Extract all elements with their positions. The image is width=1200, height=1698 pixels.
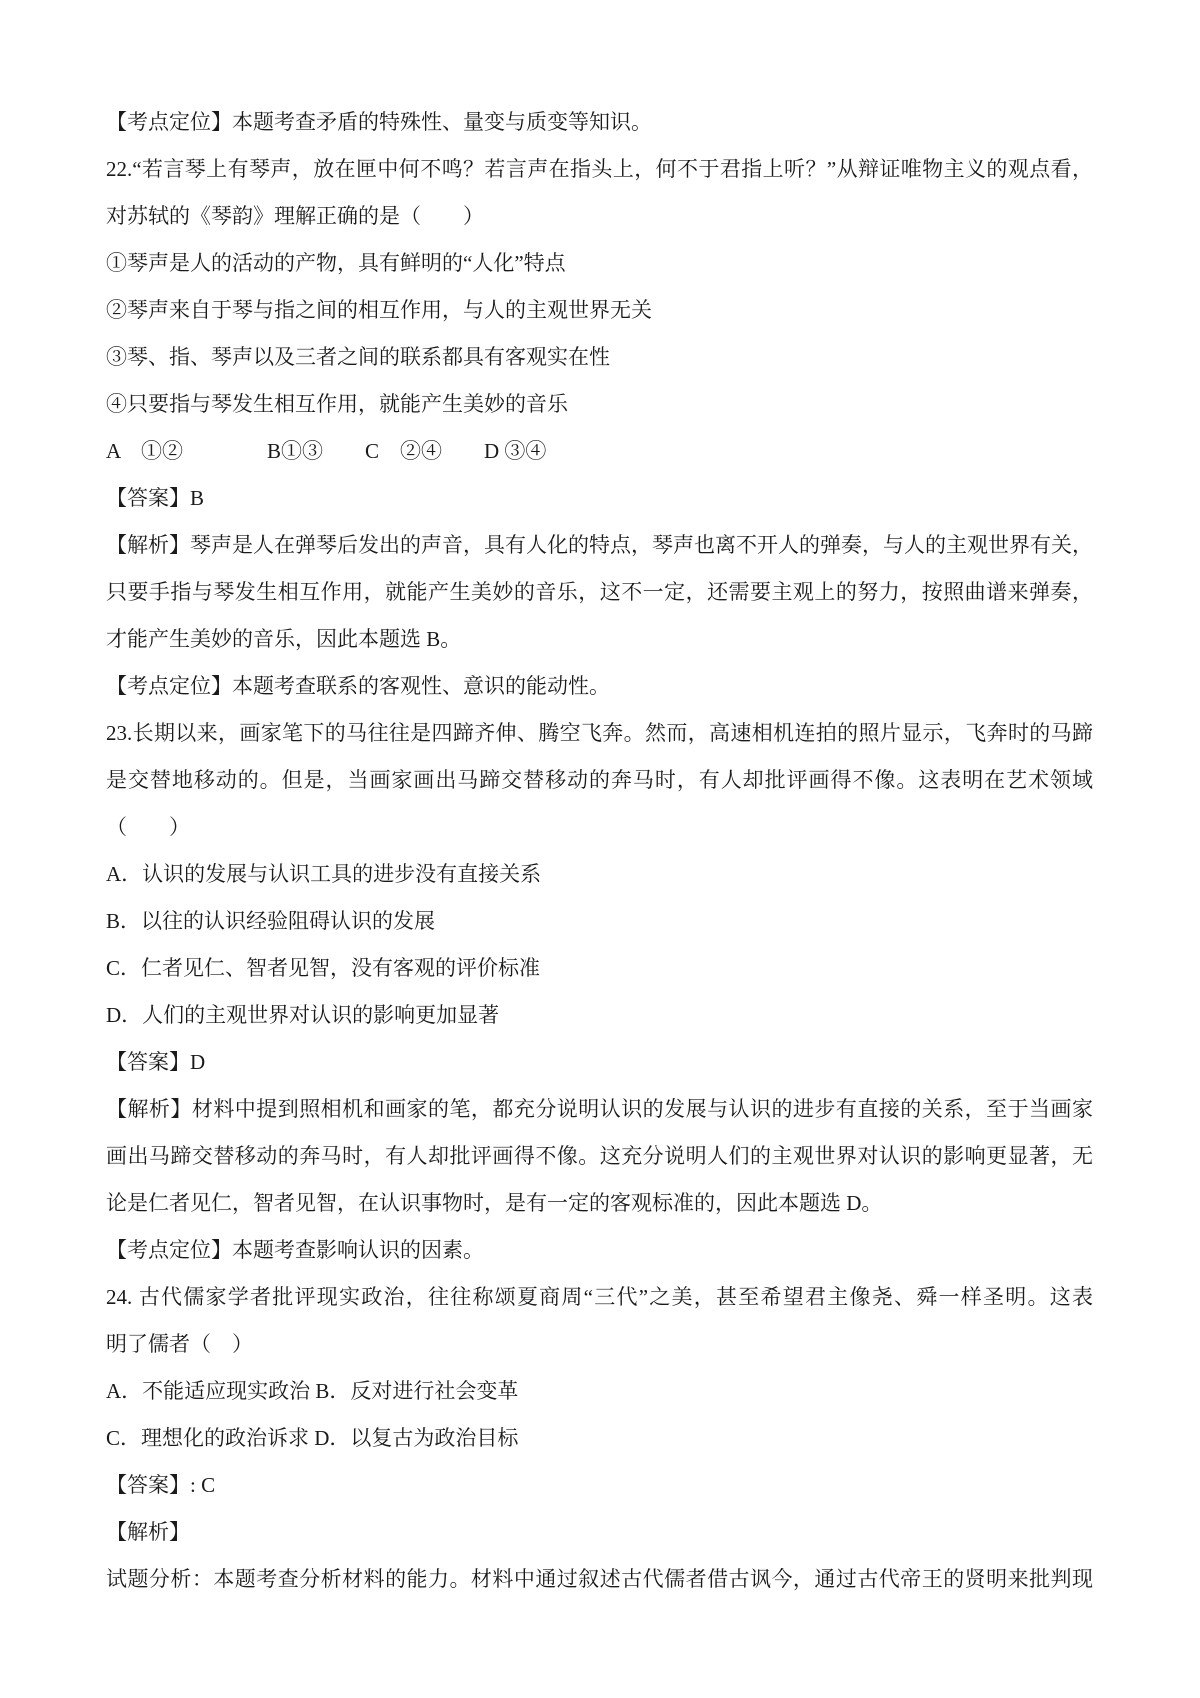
question-23-stem-line-1: 23.长期以来，画家笔下的马往往是四蹄齐伸、腾空飞奔。然而，高速相机连拍的照片显示，飞奔时的马蹄	[106, 721, 1093, 745]
q24-analysis-line-1: 试题分析：本题考查分析材料的能力。材料中通过叙述古代儒者借古讽今，通过古代帝王的贤明来批判现	[106, 1567, 1093, 1591]
question-22-stem-line-1: 22.“若言琴上有琴声，放在匣中何不鸣？若言声在指头上，何不于君指上听？”从辩证唯物主义的观点看，	[106, 157, 1093, 181]
exam-point-q23: 【考点定位】本题考查影响认识的因素。	[106, 1238, 484, 1262]
question-22-stem-line-2: 对苏轼的《琴韵》理解正确的是（ ）	[106, 204, 484, 228]
q22-analysis-line-1: 【解析】琴声是人在弹琴后发出的声音，具有人化的特点，琴声也离不开人的弹奏，与人的主观世界有关，	[106, 533, 1093, 557]
q22-item-2: ②琴声来自于琴与指之间的相互作用，与人的主观世界无关	[106, 298, 652, 322]
q23-option-b: B．以往的认识经验阻碍认识的发展	[106, 909, 436, 933]
q24-answer: 【答案】: C	[106, 1473, 216, 1497]
q22-item-3: ③琴、指、琴声以及三者之间的联系都具有客观实在性	[106, 345, 610, 369]
q23-analysis-line-1: 【解析】材料中提到照相机和画家的笔，都充分说明认识的发展与认识的进步有直接的关系，至于当画家	[106, 1097, 1093, 1121]
q24-options-cd: C．理想化的政治诉求 D．以复古为政治目标	[106, 1426, 519, 1450]
q23-analysis-line-3: 论是仁者见仁，智者见智，在认识事物时，是有一定的客观标准的，因此本题选 D。	[106, 1191, 883, 1215]
question-23-stem-line-3: （ ）	[106, 815, 190, 839]
q23-option-c: C．仁者见仁、智者见智，没有客观的评价标准	[106, 956, 541, 980]
q22-analysis-line-3: 才能产生美妙的音乐，因此本题选 B。	[106, 627, 462, 651]
q24-options-ab: A．不能适应现实政治 B．反对进行社会变革	[106, 1379, 519, 1403]
q22-choices: A ①② B①③ C ②④ D ③④	[106, 439, 547, 463]
exam-point-q21: 【考点定位】本题考查矛盾的特殊性、量变与质变等知识。	[106, 110, 652, 134]
document-body	[106, 99, 1093, 1603]
question-23-stem-line-2: 是交替地移动的。但是，当画家画出马蹄交替移动的奔马时，有人却批评画得不像。这表明在艺术领域	[106, 768, 1093, 792]
q22-item-4: ④只要指与琴发生相互作用，就能产生美妙的音乐	[106, 392, 568, 416]
q22-item-1: ①琴声是人的活动的产物，具有鲜明的“人化”特点	[106, 251, 566, 275]
q24-analysis-label: 【解析】	[106, 1520, 190, 1544]
q23-answer: 【答案】D	[106, 1050, 206, 1074]
q23-analysis-line-2: 画出马蹄交替移动的奔马时，有人却批评画得不像。这充分说明人们的主观世界对认识的影响更显著，无	[106, 1144, 1093, 1168]
exam-point-q22: 【考点定位】本题考查联系的客观性、意识的能动性。	[106, 674, 610, 698]
question-24-stem-line-2: 明了儒者（ ）	[106, 1332, 253, 1356]
q22-answer: 【答案】B	[106, 486, 205, 510]
q23-option-d: D．人们的主观世界对认识的影响更加显著	[106, 1003, 500, 1027]
q23-option-a: A．认识的发展与认识工具的进步没有直接关系	[106, 862, 542, 886]
question-24-stem-line-1: 24. 古代儒家学者批评现实政治，往往称颂夏商周“三代”之美，甚至希望君主像尧、舜一样圣明。这表	[106, 1285, 1093, 1309]
q22-analysis-line-2: 只要手指与琴发生相互作用，就能产生美妙的音乐，这不一定，还需要主观上的努力，按照曲谱来弹奏，	[106, 580, 1093, 604]
